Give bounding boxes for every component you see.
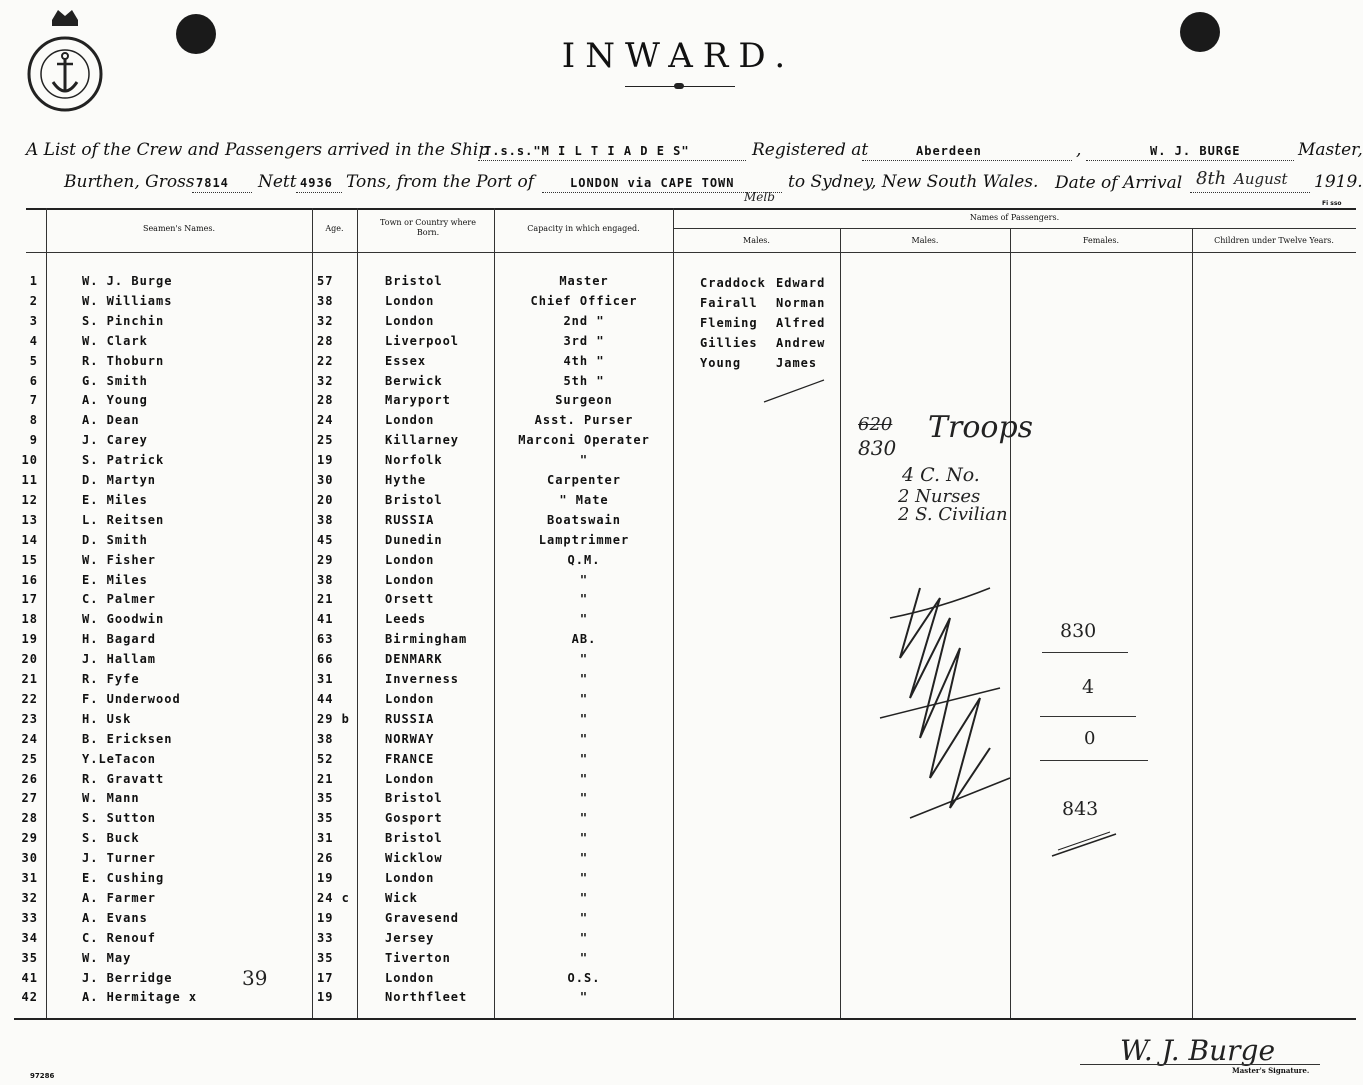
seaman-birthplace: London [385,691,435,706]
passenger-given-name: James [776,355,818,370]
list-caption: A List of the Crew and Passengers arrived in the Ship [26,140,490,160]
seaman-age: 19 [317,871,334,885]
table-row [0,612,1357,632]
passenger-subheader-rule [673,228,1356,229]
seaman-capacity: O.S. [567,970,601,985]
seaman-name: E. Cushing [82,871,165,885]
ship-dotline [478,160,746,161]
arrival-label: Date of Arrival [1055,173,1183,193]
seaman-age: 19 [317,453,334,468]
seaman-name: S. Buck [82,831,140,846]
passenger-surname: Fleming [700,315,758,330]
seaman-capacity: " [579,950,589,965]
seaman-name: J. Turner [82,851,157,866]
seaman-age: 28 [317,393,334,408]
seaman-name: A. Dean [82,413,140,428]
header-passengers: Names of Passengers. [969,213,1060,222]
seaman-birthplace: Berwick [385,373,443,388]
seaman-age: 35 [317,791,334,806]
table-row [0,334,1357,354]
row-number: 24 [21,731,38,746]
table-row [0,632,1357,652]
row-number: 11 [21,473,38,487]
seaman-name: D. Smith [82,532,148,547]
nett-label: Nett [258,172,297,192]
seaman-capacity: " [579,890,589,905]
table-row [0,811,1357,831]
table-row [0,573,1357,593]
from-port: LONDON via CAPE TOWN [570,176,735,190]
seaman-capacity: 2nd " [563,313,605,328]
troops-label: Troops [928,410,1034,445]
row-number: 7 [29,393,38,408]
seaman-name: W. Williams [82,293,173,308]
seaman-birthplace: RUSSIA [385,512,435,527]
row-number: 42 [21,990,38,1005]
table-row [0,374,1357,394]
seaman-birthplace: Norfolk [385,453,443,468]
table-row [0,931,1357,951]
tons-from-label: Tons, from the Port of [346,172,535,192]
ship-name: T.s.s."M I L T I A D E S" [484,144,690,158]
seaman-capacity: " [579,791,589,806]
seaman-capacity: 5th " [563,373,605,388]
seaman-name: S. Patrick [82,453,165,468]
seaman-capacity: " [579,691,589,706]
seaman-capacity: " [579,771,589,786]
seaman-name: J. Carey [82,433,148,448]
tally-rule [1042,652,1128,653]
note-civilian: 2 S. Civilian [898,504,1008,525]
seaman-name: D. Martyn [82,473,157,487]
passenger-end-mark [760,376,830,406]
tally-total: 843 [1062,798,1099,820]
seaman-name: A. Hermitage x [82,990,198,1005]
seaman-name: W. J. Burge [82,274,173,288]
row-number: 27 [21,791,38,806]
troops-struck-count: 620 [858,414,893,435]
seaman-birthplace: Bristol [385,492,443,507]
arrival-day: 8th [1196,168,1227,189]
header-seamen: Seamen's Names. [142,224,216,233]
seaman-birthplace: FRANCE [385,751,435,766]
seaman-name: R. Gravatt [82,771,165,786]
table-row [0,692,1357,712]
row-number: 22 [21,691,38,706]
comma: , [1076,140,1082,160]
seaman-age: 38 [317,293,334,308]
seaman-age: 21 [317,771,334,786]
tally-troops: 830 [1060,620,1097,642]
seaman-name: W. Mann [82,791,140,806]
seaman-age: 44 [317,691,334,706]
header-town: Town or Country where Born. [380,218,476,237]
arrival-year: 1919. [1314,172,1363,192]
table-row [0,851,1357,871]
burthen-label: Burthen, Gross [64,172,195,192]
seaman-birthplace: Bristol [385,791,443,806]
seaman-age: 45 [317,532,334,547]
seaman-birthplace: Liverpool [385,333,460,348]
passenger-surname: Young [700,355,742,370]
table-row [0,314,1357,334]
seaman-age: 31 [317,831,334,846]
row-number: 13 [21,512,38,527]
table-row [0,493,1357,513]
row-number: 18 [21,612,38,627]
seaman-capacity: Carpenter [546,473,622,487]
seaman-birthplace: Essex [385,353,427,368]
seaman-name: S. Sutton [82,811,157,826]
table-row [0,672,1357,692]
seaman-birthplace: Gravesend [385,910,460,925]
table-row [0,831,1357,851]
seaman-capacity: Marconi Operater [518,433,650,448]
table-row [0,911,1357,931]
table-row [0,592,1357,612]
row-number: 35 [21,950,38,965]
seaman-name: C. Renouf [82,930,157,945]
table-row [0,453,1357,473]
seaman-age: 29 b [317,711,350,726]
table-row [0,652,1357,672]
row-number: 32 [21,890,38,905]
seaman-name: L. Reitsen [82,512,165,527]
row-number: 1 [29,274,38,288]
seaman-age: 57 [317,274,334,288]
seaman-capacity: " [579,592,589,607]
seaman-name: C. Palmer [82,592,157,607]
row-number: 29 [21,831,38,846]
seaman-birthplace: Killarney [385,433,460,448]
registered-port: Aberdeen [916,144,982,158]
row-number: 28 [21,811,38,826]
row-number: 14 [21,532,38,547]
header-males-1: Males. [743,236,770,245]
seaman-birthplace: Leeds [385,612,427,627]
row-number: 31 [21,871,38,885]
seaman-capacity: Boatswain [546,512,622,527]
master-dotline [1086,160,1294,161]
seaman-capacity: " Mate [559,492,609,507]
row-number: 10 [21,453,38,468]
seaman-capacity: " [579,990,589,1005]
seaman-name: A. Young [82,393,148,408]
page-title: INWARD. [561,36,796,76]
seaman-name: B. Ericksen [82,731,173,746]
row-number: 6 [29,373,38,388]
header-capacity: Capacity in which engaged. [527,224,640,233]
seaman-birthplace: London [385,572,435,587]
form-number: 97286 [30,1072,55,1080]
seaman-capacity: " [579,751,589,766]
seaman-birthplace: London [385,413,435,428]
table-row [0,732,1357,752]
table-row [0,772,1357,792]
row-number: 34 [21,930,38,945]
margin-number: 39 [242,966,268,990]
registered-dotline [862,160,1072,161]
note-nurses: 2 Nurses [898,486,981,507]
row-number: 20 [21,652,38,667]
seaman-birthplace: RUSSIA [385,711,435,726]
seaman-age: 26 [317,851,334,866]
seaman-age: 24 [317,413,334,428]
seaman-birthplace: DENMARK [385,652,443,667]
row-number: 12 [21,492,38,507]
seaman-capacity: " [579,453,589,468]
seaman-capacity: Surgeon [555,393,613,408]
table-top-rule [26,208,1356,210]
header-males-2: Males. [911,236,939,245]
row-number: 9 [29,433,38,448]
seaman-capacity: Master [559,274,609,288]
seaman-name: W. Fisher [82,552,157,567]
master-label: Master, [1298,140,1363,160]
passenger-surname: Fairall [700,295,758,310]
seaman-name: W. Clark [82,333,148,348]
seaman-age: 17 [317,970,334,985]
table-row [0,871,1357,891]
header-females: Females. [1082,236,1120,245]
seaman-name: R. Thoburn [82,353,165,368]
tally-zero: 0 [1084,728,1096,749]
seaman-age: 66 [317,652,334,667]
table-row [0,294,1357,314]
seaman-name: W. May [82,950,132,965]
seaman-capacity: " [579,672,589,686]
seaman-age: 25 [317,433,334,448]
seaman-birthplace: London [385,871,435,885]
row-number: 5 [29,353,38,368]
seaman-birthplace: London [385,552,435,567]
seaman-name: G. Smith [82,373,148,388]
seaman-name: F. Underwood [82,691,181,706]
table-row [0,752,1357,772]
seaman-name: R. Fyfe [82,672,140,686]
seaman-capacity: " [579,572,589,587]
seaman-name: A. Farmer [82,890,157,905]
troops-count: 830 [858,436,897,460]
tally-rule [1040,760,1148,761]
row-number: 3 [29,313,38,328]
seaman-age: 35 [317,950,334,965]
seaman-age: 38 [317,572,334,587]
seaman-age: 28 [317,333,334,348]
seaman-birthplace: Orsett [385,592,435,607]
passenger-given-name: Alfred [776,315,826,330]
passenger-given-name: Edward [776,276,826,290]
seaman-birthplace: Northfleet [385,990,468,1005]
seaman-capacity: " [579,831,589,846]
handwritten-melb: Melb [744,190,775,204]
seaman-capacity: Q.M. [567,552,601,567]
table-row [0,513,1357,533]
table-row [0,891,1357,911]
seaman-birthplace: NORWAY [385,731,435,746]
seaman-capacity: Lamptrimmer [538,532,630,547]
row-number: 23 [21,711,38,726]
seaman-age: 38 [317,512,334,527]
master-name: W. J. BURGE [1150,144,1241,158]
to-sydney-label: to Sydney, New South Wales. [788,172,1039,192]
seaman-age: 21 [317,592,334,607]
gross-dotline [192,192,252,193]
row-number: 41 [21,970,38,985]
table-row [0,274,1357,294]
seaman-age: 32 [317,373,334,388]
seaman-age: 19 [317,910,334,925]
seaman-capacity: " [579,811,589,826]
seaman-capacity: " [579,871,589,885]
passenger-surname: Craddock [700,276,766,290]
seaman-capacity: Asst. Purser [534,413,634,428]
table-row [0,533,1357,553]
seaman-name: E. Miles [82,492,148,507]
table-row [0,413,1357,433]
tally-rule [1040,716,1136,717]
seaman-name: E. Miles [82,572,148,587]
row-number: 26 [21,771,38,786]
passenger-given-name: Norman [776,295,826,310]
seaman-age: 24 c [317,890,350,905]
nett-tons: 4936 [300,176,333,190]
seaman-birthplace: Inverness [385,672,460,686]
seaman-capacity: Chief Officer [530,293,638,308]
row-number: 8 [29,413,38,428]
seaman-name: J. Hallam [82,652,157,667]
seaman-name: W. Goodwin [82,612,165,627]
header-age: Age. [325,224,344,233]
tally-four: 4 [1082,676,1095,698]
seaman-age: 52 [317,751,334,766]
note-c-no: 4 C. No. [902,464,980,486]
table-row [0,354,1357,374]
seaman-birthplace: London [385,313,435,328]
title-ornament [674,83,684,89]
row-number: 21 [21,672,38,686]
arrival-dotline [1190,192,1310,193]
table-row [0,791,1357,811]
scribble-mark [880,578,1020,838]
seaman-capacity: 4th " [563,353,605,368]
seaman-capacity: " [579,711,589,726]
seaman-age: 33 [317,930,334,945]
seaman-age: 19 [317,990,334,1005]
seaman-age: 35 [317,811,334,826]
signature-label: Master's Signature. [1232,1066,1310,1075]
seaman-birthplace: Maryport [385,393,451,408]
seaman-name: H. Usk [82,711,132,726]
seaman-birthplace: Wick [385,890,418,905]
row-number: 4 [29,333,38,348]
header-children: Children under Twelve Years. [1214,236,1334,245]
row-number: 15 [21,552,38,567]
form-ref: Fi sso [1322,200,1342,207]
seaman-birthplace: Tiverton [385,950,451,965]
seaman-birthplace: Hythe [385,473,427,487]
row-number: 19 [21,632,38,647]
table-row [0,553,1357,573]
passenger-given-name: Andrew [776,335,826,350]
seaman-capacity: 3rd " [563,333,605,348]
seaman-age: 63 [317,632,334,647]
seaman-name: H. Bagard [82,632,157,647]
seaman-age: 31 [317,672,334,686]
tally-check-mark [1050,830,1120,860]
seaman-birthplace: London [385,293,435,308]
table-row [0,393,1357,413]
seaman-age: 38 [317,731,334,746]
passenger-surname: Gillies [700,335,758,350]
seaman-name: Y.LeTacon [82,751,157,766]
seaman-age: 30 [317,473,334,487]
seaman-birthplace: Bristol [385,831,443,846]
seaman-name: S. Pinchin [82,313,165,328]
seaman-name: J. Berridge [82,970,173,985]
table-row [0,712,1357,732]
seaman-birthplace: Birmingham [385,632,468,647]
seaman-capacity: " [579,652,589,667]
seaman-birthplace: Wicklow [385,851,443,866]
seaman-age: 29 [317,552,334,567]
seaman-capacity: " [579,910,589,925]
row-number: 30 [21,851,38,866]
row-number: 17 [21,592,38,607]
row-number: 2 [29,293,38,308]
row-number: 25 [21,751,38,766]
master-signature: W. J. Burge [1120,1034,1276,1067]
arrival-month: August [1234,170,1288,188]
row-number: 16 [21,572,38,587]
table-row [0,990,1357,1010]
table-row [0,971,1357,991]
nett-dotline [296,192,342,193]
table-header-rule [26,252,1356,253]
seaman-age: 22 [317,353,334,368]
seaman-capacity: AB. [571,632,597,647]
table-bottom-rule [14,1018,1356,1020]
row-number: 33 [21,910,38,925]
gross-tons: 7814 [196,176,229,190]
table-row [0,951,1357,971]
signature-line [1080,1064,1320,1065]
seaman-name: A. Evans [82,910,148,925]
seaman-capacity: " [579,930,589,945]
seaman-birthplace: Dunedin [385,532,443,547]
seaman-capacity: " [579,612,589,627]
seaman-age: 41 [317,612,334,627]
registered-label: Registered at [752,140,869,160]
seaman-capacity: " [579,851,589,866]
table-row [0,473,1357,493]
seaman-birthplace: Bristol [385,274,443,288]
seaman-birthplace: London [385,970,435,985]
seaman-age: 32 [317,313,334,328]
seaman-birthplace: London [385,771,435,786]
seaman-age: 20 [317,492,334,507]
seaman-capacity: " [579,731,589,746]
table-row [0,433,1357,453]
seaman-birthplace: Gosport [385,811,443,826]
seaman-birthplace: Jersey [385,930,435,945]
